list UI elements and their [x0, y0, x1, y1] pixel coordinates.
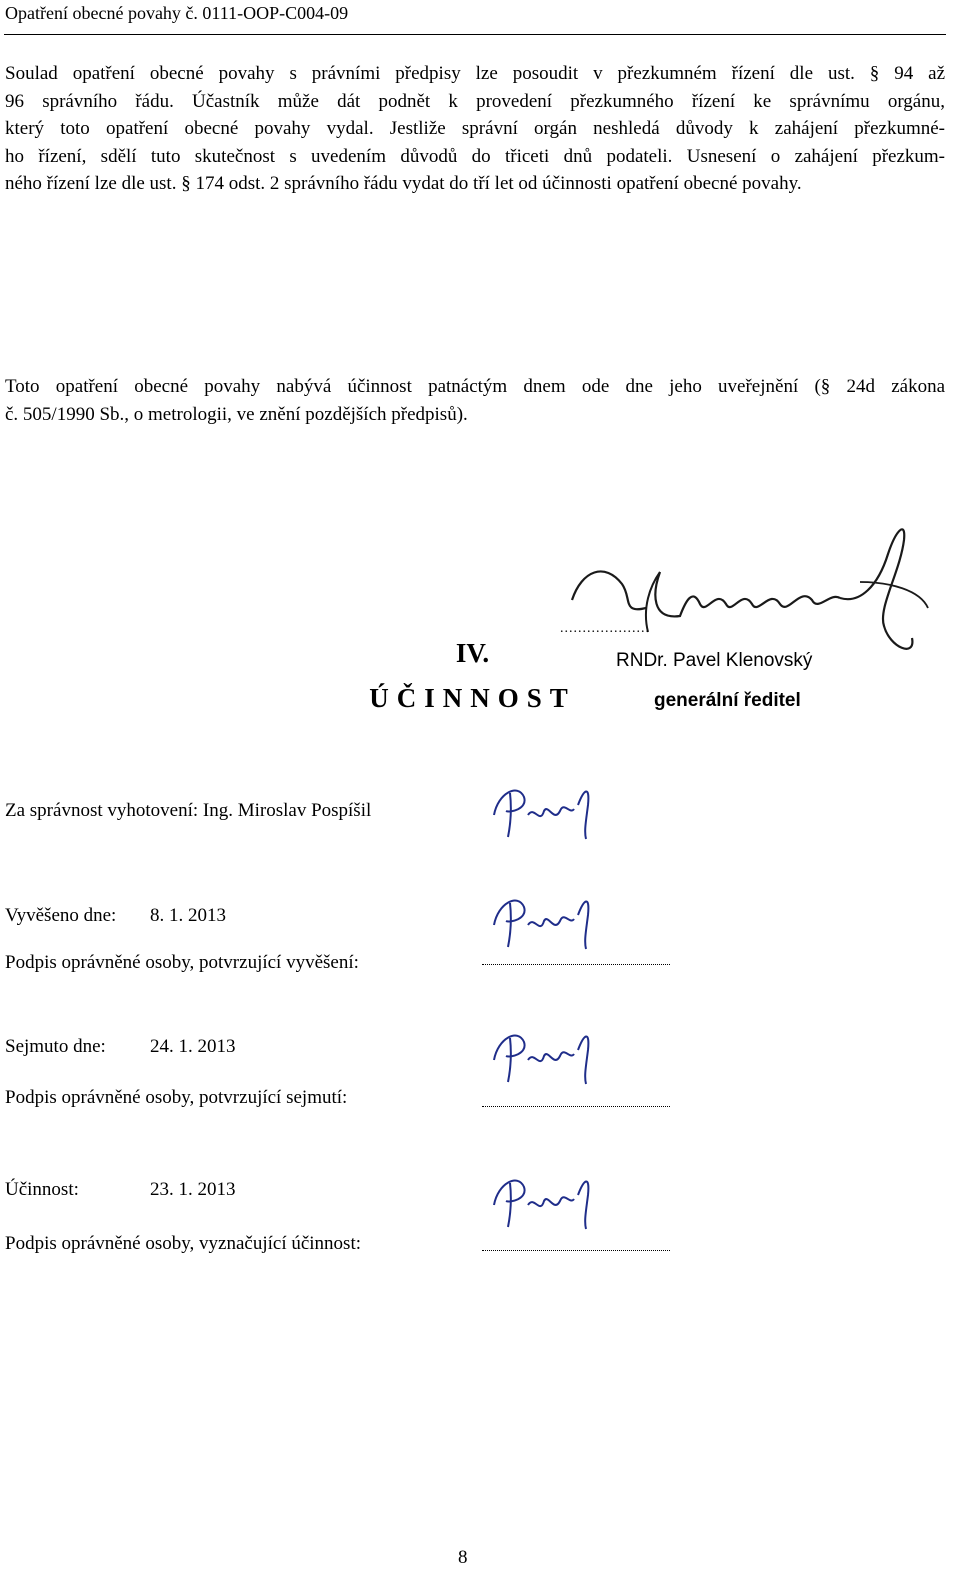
removed-date: 24. 1. 2013 [150, 1036, 236, 1057]
paragraph-line: ného řízení lze dle ust. § 174 odst. 2 správního řádu vydat do tří let od účinnosti opatření obecné povahy. [5, 173, 802, 194]
removed-sign-line [482, 1106, 670, 1107]
signatory-role: generální ředitel [654, 690, 801, 711]
initials-signature [484, 1020, 604, 1090]
paragraph-line: Toto opatření obecné povahy nabývá účinnost patnáctým dnem ode dne jeho uveřejnění (§ 24d zákona [5, 376, 945, 397]
paragraph-line: č. 505/1990 Sb., o metrologii, ve znění pozdějších předpisů). [5, 403, 468, 425]
effect-label: Účinnost: [5, 1179, 79, 1200]
effect-paragraph [5, 373, 945, 428]
paragraph-line: 96 správního řádu. Účastník může dát podnět k provedení přezkumného řízení ke správnímu orgánu, [5, 90, 945, 112]
removed-label: Sejmuto dne: [5, 1036, 106, 1057]
removed-sign-label: Podpis oprávněné osoby, potvrzující sejmutí: [5, 1087, 348, 1108]
section-title: ÚČINNOST [369, 683, 576, 713]
effect-sign-label: Podpis oprávněné osoby, vyznačující účinnost: [5, 1233, 362, 1254]
paragraph-line: Soulad opatření obecné povahy s právními předpisy lze posoudit v přezkumném řízení dle ust. § 94 až [5, 63, 945, 84]
header-divider [4, 34, 946, 35]
correctness-label: Za správnost vyhotovení: Ing. Miroslav Pospíšil [5, 800, 372, 821]
effect-sign-line [482, 1250, 670, 1251]
signature-dots: .................... [560, 621, 650, 636]
section-number: IV. [455, 638, 490, 668]
posted-sign-line [482, 964, 670, 965]
posted-sign-label: Podpis oprávněné osoby, potvrzující vyvěšení: [5, 952, 359, 973]
director-signature [560, 512, 930, 662]
initials-signature [484, 1165, 604, 1235]
paragraph-line: který toto opatření obecné povahy vydal. Jestliže správní orgán neshledá důvody k zahájení přezkumné- [5, 118, 945, 139]
initials-signature [484, 775, 604, 845]
initials-signature [484, 885, 604, 955]
paragraph-line: ho řízení, sdělí tuto skutečnost s uvedením důvodů do třiceti dnů podateli. Usnesení o zahájení přezkum- [5, 145, 945, 167]
posted-label: Vyvěšeno dne: [5, 905, 117, 926]
effect-date: 23. 1. 2013 [150, 1179, 236, 1200]
signatory-name: RNDr. Pavel Klenovský [616, 650, 813, 671]
posted-date: 8. 1. 2013 [150, 905, 226, 926]
page-number: 8 [458, 1547, 468, 1568]
review-paragraph [5, 60, 945, 198]
document-id-header: Opatření obecné povahy č. 0111-OOP-C004-09 [5, 3, 349, 23]
